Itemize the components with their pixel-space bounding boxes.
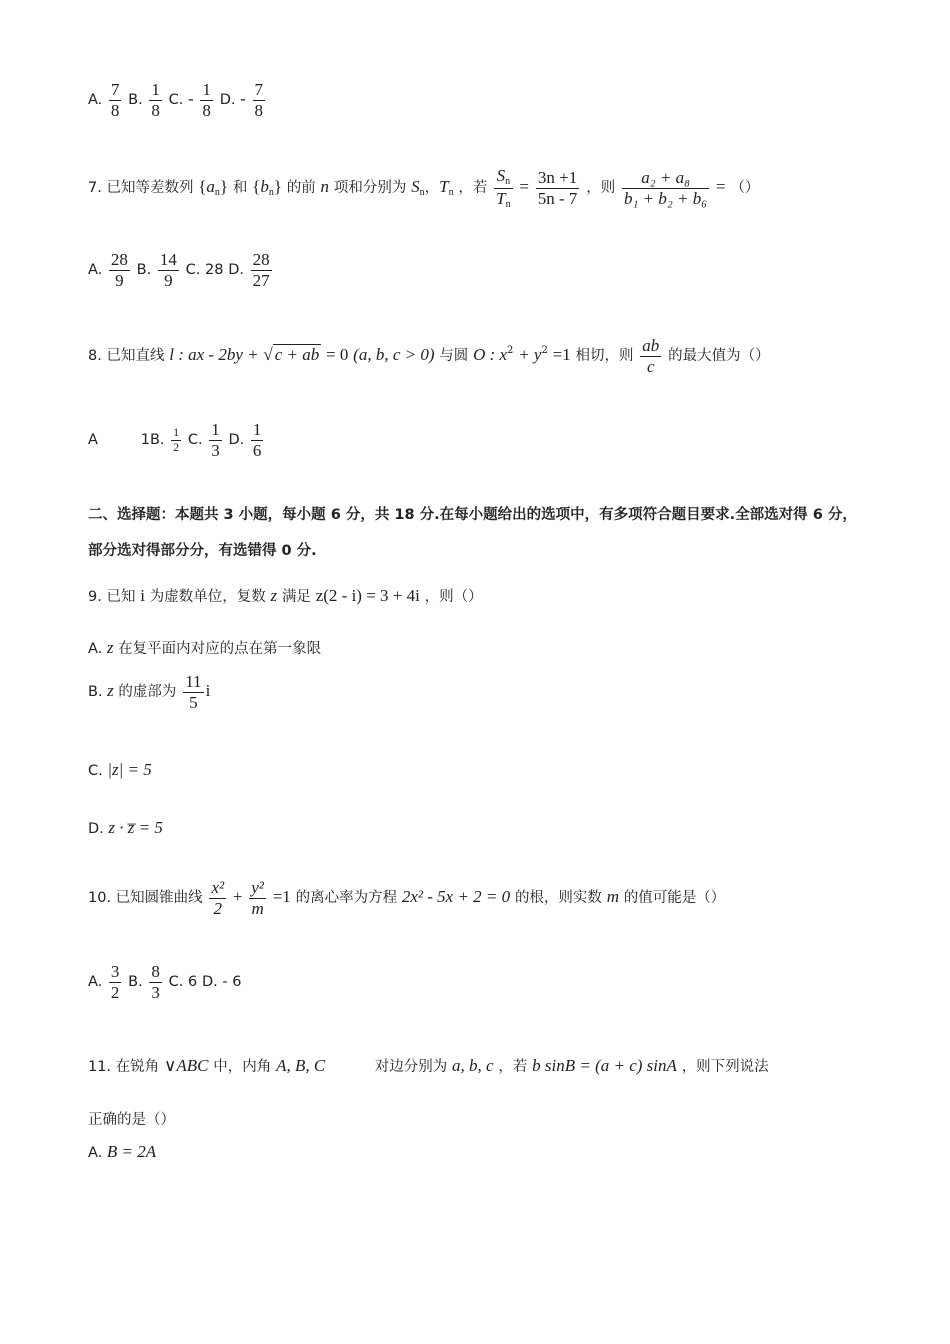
q9-stem: 9. 已知 i 为虚数单位，复数 z 满足 z(2 - i) = 3 + 4i ，则（） (88, 586, 483, 605)
q6-option-a-fraction: $\frac{7}{8}$ (110, 80, 120, 120)
q7-option-d: $\frac{28}{27}$ (252, 250, 270, 290)
q6-option-c-fraction: $\frac{1}{8}$ (202, 80, 211, 120)
section-2-heading: 二、选择题：本题共 3 小题，每小题 6 分，共 18 分.在每小题给出的选项中，有多项符合题目要求.全部选对得 6 分，部分选对得部分分，有选错得 0 分. (88, 507, 857, 559)
q10-option-b: $\frac{8}{3}$ (151, 962, 160, 1002)
q7-option-a: $\frac{28}{9}$ (110, 250, 128, 290)
q7-option-b: $\frac{14}{9}$ (159, 250, 177, 290)
q6-options: A. $\frac{7}{8}$ B. $\frac{1}{8}$ C. - $\frac{1}{8}$ D. - $\frac{7}{8}$ (88, 80, 264, 120)
q8-option-b: $\frac{1}{2}$ (173, 424, 180, 454)
q7-ratio-n: $\frac{3n +1}{5n - 7}$ (537, 167, 578, 208)
q9-option-d: D. z · z̅ = 5 (88, 818, 163, 837)
q6-option-d-fraction: $\frac{7}{8}$ (254, 80, 264, 120)
q9-option-a: A. z 在复平面内对应的点在第一象限 (88, 638, 322, 657)
q11-option-a: A. B = 2A (88, 1142, 157, 1161)
q10-options: A. $\frac{3}{2}$ B. $\frac{8}{3}$ C. 6 D. - 6 (88, 962, 242, 1002)
q9-option-c: C. |z| = 5 (88, 760, 152, 779)
q8-stem: 8. 已知直线 l : ax - 2by + √ c + ab = 0 (a, b, c > 0) 与圆 O : $x^2 + y^2 =1$ 相切，则 $\frac{ab}{c}$ 的最大值为（） (88, 336, 770, 376)
q8-options: A 1B. $\frac{1}{2}$ C. $\frac{1}{3}$ D. $\frac{1}{6}$ (88, 420, 262, 460)
q7-target-expression: $\frac{\text{a₂ + a₈}}{\text{b₁ + b₂ + b₆}}$ (624, 167, 708, 208)
q7-options: A. $\frac{28}{9}$ B. $\frac{14}{9}$ C. 28 D. $\frac{28}{27}$ (88, 250, 270, 290)
q9-option-b: B. z 的虚部为 $\frac{11}{5}$ i (88, 672, 211, 712)
q10-option-a: $\frac{3}{2}$ (110, 962, 120, 1002)
q7-option-c: C. 28 (185, 262, 224, 279)
q11-stem: 11. 在锐角 ∨ABC 中，内角 A, B, C 对边分别为 a, b, c ，若 b sinB = (a + c) sinA ，则下列说法 (88, 1056, 769, 1075)
q10-y-term: $\frac{\text{y²}}{m}$ (251, 878, 264, 918)
q10-x-term: $\frac{\text{x²}}{2}$ (211, 878, 225, 918)
q6-option-b-fraction: $\frac{1}{8}$ (151, 80, 160, 120)
q8-ab-over-c: $\frac{ab}{c}$ (642, 336, 660, 376)
q8-option-c: $\frac{1}{3}$ (211, 420, 220, 460)
q7-ratio-st: $\frac{S_n}{T_n}$ (496, 166, 511, 210)
q11-stem-continued: 正确的是（） (88, 1112, 175, 1128)
q9-option-b-fraction: $\frac{11}{5}$ (185, 672, 202, 712)
q10-stem: 10. 已知圆锥曲线 $\frac{\text{x²}}{2}$ + $\frac{\text{y²}}{m}$ =1 的离心率为方程 2x² - 5x + 2 = 0 的根，则实数 m 的值可能是（） (88, 878, 726, 918)
q8-option-d: $\frac{1}{6}$ (252, 420, 262, 460)
q7-stem: 7. 已知等差数列 $\{a_n\}$ 和 $\{b_n\}$ 的前 n 项和分别为 $S_n$，$T_n$ ，若 $\frac{S_n}{T_n}$ = $\frac{3n +1}{5n - 7}$ ，则 $\frac{\text{a₂ + a₈}}{\text{b₁ + b₂ + b₆}}$ = （） (88, 166, 760, 210)
